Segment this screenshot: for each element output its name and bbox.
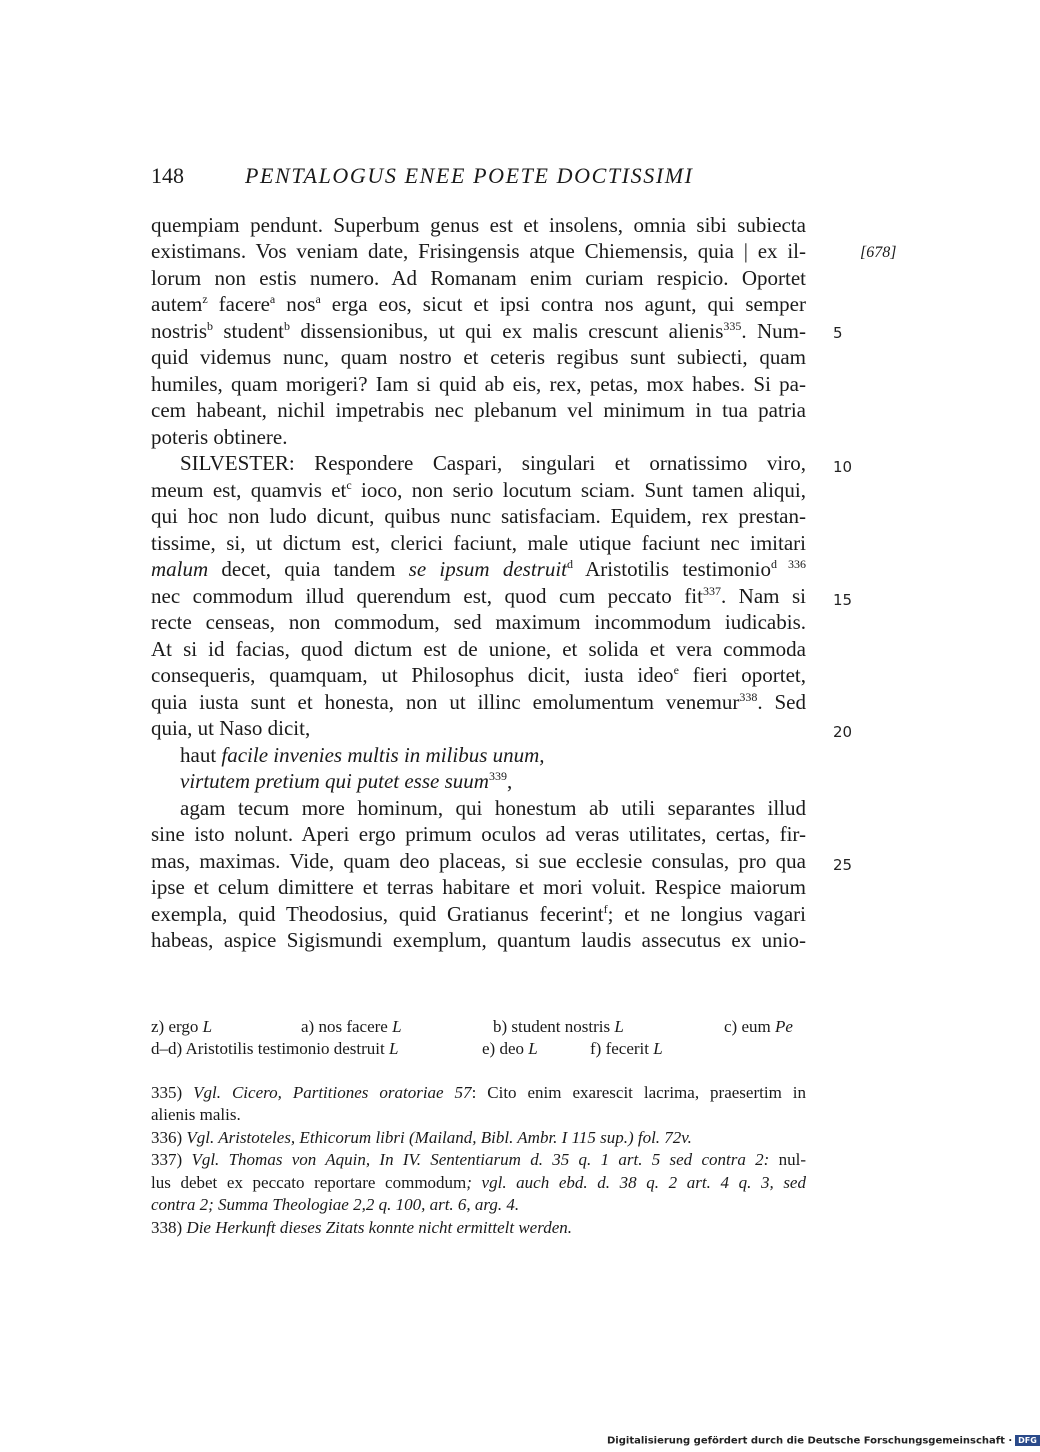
apparatus-entry: z) ergo L (151, 1017, 213, 1036)
apparatus-ref: b (284, 319, 291, 333)
footnote-337-cont: contra 2; Summa Theologiae 2,2 q. 100, art. 6, arg. 4. (151, 1195, 520, 1214)
text-line: mas, maximas. Vide, quam deo placeas, si sue ecclesie consulas, pro qua (151, 849, 806, 873)
page-number: 148 (151, 163, 184, 188)
verse-line: virtutem pretium qui putet esse suum$^{339}$, (180, 769, 513, 793)
text-line: autem$^z$ facere$^a$ nos$^a$ erga eos, sicut et ipsi contra nos agunt, qui semper (151, 292, 806, 316)
footnote-336: 336) Vgl. Aristoteles, Ethicorum libri (Mailand, Bibl. Ambr. I 115 sup.) fol. 72v. (151, 1128, 692, 1147)
text-line: nec commodum illud querendum est, quod cum peccato fit$^{337}$. Nam si (151, 584, 807, 608)
text-line: qui hoc non ludo dicunt, quibus nunc satisfaciam. Equidem, rex prestan- (151, 504, 806, 528)
text-line: quempiam pendunt. Superbum genus est et insolens, omnia sibi subiecta (151, 213, 806, 237)
apparatus-entry: e) deo L (482, 1039, 538, 1058)
apparatus-ref: f (603, 902, 608, 916)
apparatus-ref: c (346, 478, 352, 492)
apparatus-entry: f) fecerit L (590, 1039, 663, 1058)
text-line: SILVESTER: Respondere Caspari, singulari et ornatissimo viro, (180, 451, 806, 475)
apparatus-entry: c) eum Pe (724, 1017, 793, 1036)
funding-text: Digitalisierung gefördert durch die Deutsche Forschungsgemeinschaft · (607, 1435, 1013, 1447)
line-number: 5 (833, 324, 843, 342)
line-number: 15 (833, 591, 853, 609)
line-number: 20 (833, 723, 853, 741)
text-line: ipse et celum dimittere et terras habitare et mori voluit. Respice maiorum (151, 875, 806, 899)
footnote-ref[interactable]: 337 (702, 584, 721, 598)
text-line: lorum non estis numero. Ad Romanam enim curiam respicio. Oportet (151, 266, 806, 290)
text-line: quid videmus nunc, quam nostro et ceteris regibus sunt subiecti, quam (151, 345, 806, 369)
text-line: quia iusta sunt et honesta, non ut illinc emolumentum venemur$^{338}$. Sed (151, 690, 807, 714)
text-line: malum decet, quia tandem se ipsum destruit$^d$ Aristotilis testimonio$^{d 336}$ (151, 557, 807, 581)
running-title: PENTALOGUS ENEE POETE DOCTISSIMI (245, 163, 694, 188)
apparatus-ref: z (202, 292, 208, 306)
text-line: meum est, quamvis $et^c$ ioco, non serio locutum sciam. Sunt tamen aliqui, (151, 478, 806, 502)
text-line: At si id facias, quod dictum est de unione, et solida et vera commoda (151, 637, 806, 661)
footnote-335: 335) Vgl. Cicero, Partitiones oratoriae 57: Cito enim exarescit lacrima, praesertim in (151, 1083, 806, 1102)
footnote-ref[interactable]: d 336 (771, 557, 807, 571)
footnote-ref[interactable]: 335 (723, 319, 742, 333)
text-line: cem habeant, nichil impetrabis nec plebanum vel minimum in tua patria (151, 398, 806, 422)
apparatus-entry: a) nos facere L (301, 1017, 402, 1036)
apparatus-entry: b) student nostris L (493, 1017, 624, 1036)
text-line: nostris$^b$ student$^b$ dissensionibus, ut qui ex malis crescunt alienis$^{335}$. Num- (151, 319, 806, 343)
apparatus-ref: d (567, 557, 573, 571)
text-line: quia, ut Naso dicit, (151, 716, 311, 740)
footnote-338: 338) Die Herkunft dieses Zitats konnte nicht ermittelt werden. (151, 1218, 573, 1237)
line-number: 10 (833, 458, 853, 476)
funding-notice (607, 1435, 1040, 1447)
footnote-337-cont: lus debet ex peccato reportare commodum; vgl. auch ebd. d. 38 q. 2 art. 4 q. 3, sed (151, 1173, 806, 1192)
footnote-ref[interactable]: 338 (739, 690, 758, 704)
apparatus-ref: b (207, 319, 214, 333)
verse-line: haut facile invenies multis in milibus unum, (180, 743, 545, 767)
text-line: poteris obtinere. (151, 425, 288, 449)
text-line: recte censeas, non commodum, sed maximum incommodum iudicabis. (151, 610, 806, 634)
apparatus-ref: e (673, 663, 679, 677)
footnote-337: 337) Vgl. Thomas von Aquin, In IV. Sententiarum d. 35 q. 1 art. 5 sed contra 2: nul- (151, 1150, 806, 1169)
apparatus-entry: d–d) Aristotilis testimonio destruit L (151, 1039, 399, 1058)
text-line: consequeris, quamquam, ut Philosophus dicit, iusta ideo$^e$ fieri oportet, (151, 663, 806, 687)
text-line: tissime, si, ut dictum est, clerici faciunt, male utique faciunt nec imitari (151, 531, 806, 555)
text-line: humiles, quam morigeri? Iam si quid ab eis, rex, petas, mox habes. Si pa- (151, 372, 806, 396)
dfg-logo: DFG (1015, 1435, 1040, 1446)
line-number: 25 (833, 856, 853, 874)
apparatus-ref: a (269, 292, 276, 306)
footnote-335-cont: alienis malis. (151, 1105, 241, 1124)
apparatus-ref: a (315, 292, 321, 306)
text-line: agam tecum more hominum, qui honestum ab utili separantes illud (180, 796, 806, 820)
text-line: existimans. Vos veniam date, Frisingensis atque Chiemensis, quia | ex il- (151, 239, 806, 263)
folio-marker: [678] (860, 244, 897, 261)
footnote-ref[interactable]: 339 (488, 769, 507, 783)
text-line: habeas, aspice Sigismundi exemplum, quantum laudis assecutus ex unio- (151, 928, 806, 952)
text-line: sine isto nolunt. Aperi ergo primum oculos ad veras utilitates, certas, fir- (151, 822, 806, 846)
text-line: exempla, quid Theodosius, quid Gratianus fecerint$^f$; et ne longius vagari (151, 902, 807, 926)
